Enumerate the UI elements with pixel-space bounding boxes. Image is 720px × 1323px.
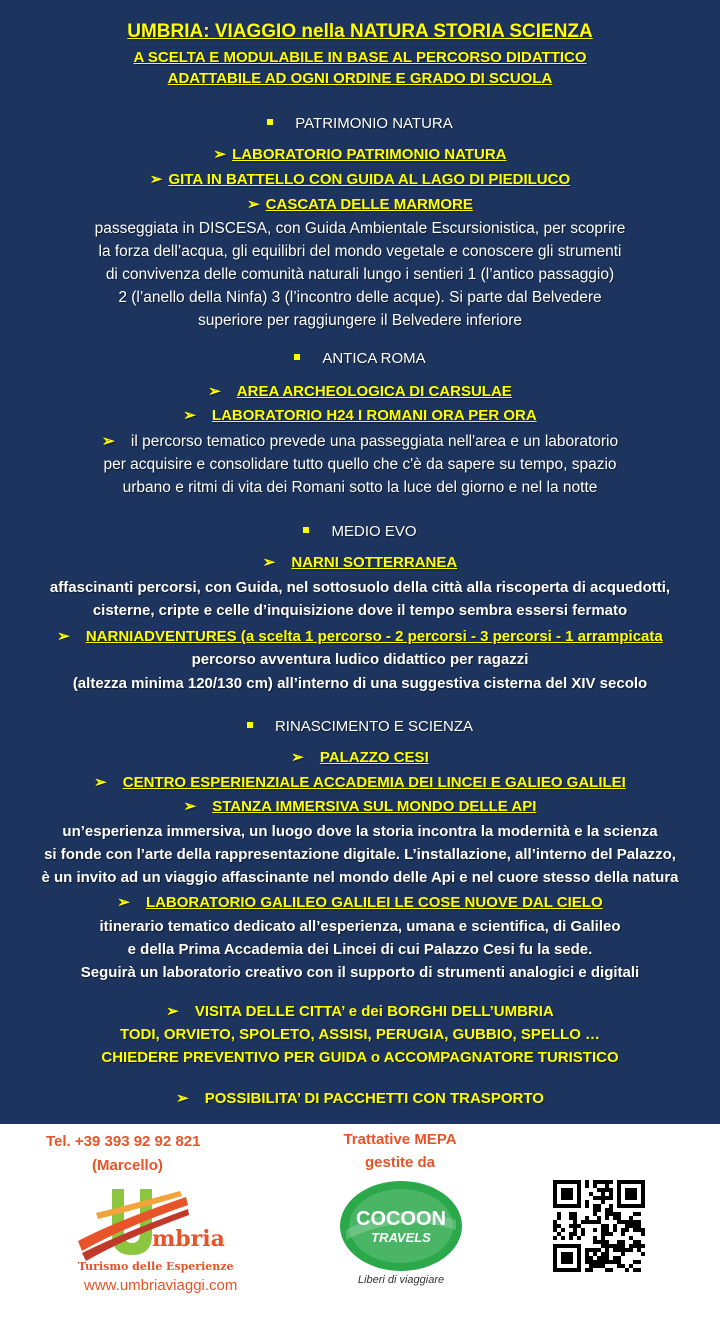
list-item: ➢ AREA ARCHEOLOGICA DI CARSULAE [208, 383, 512, 400]
list-item: ➢ LABORATORIO GALILEO GALILEI LE COSE NUOVE DAL CIELO [117, 894, 603, 911]
list-item: ➢ CENTRO ESPERIENZIALE ACCADEMIA DEI LINCEI E GALIEO GALILEI [94, 774, 626, 791]
list-item: ➢ STANZA IMMERSIVA SUL MONDO DELLE API [183, 798, 537, 815]
square-bullet-icon [294, 354, 300, 360]
arrow-bullet-icon: ➢ [213, 146, 227, 163]
description-line: 2 (l’anello della Ninfa) 3 (l’incontro delle acque). Si parte dal Belvedere [118, 289, 602, 306]
section-heading-medioevo: MEDIO EVO [0, 522, 720, 542]
list-item: ➢ GITA IN BATTELLO CON GUIDA AL LAGO DI PIEDILUCO [149, 171, 571, 188]
arrow-bullet-icon: ➢ [247, 196, 260, 213]
subtitle-2: ADATTABILE AD OGNI ORDINE E GRADO DI SCUOLA [167, 70, 553, 87]
arrow-bullet-icon: ➢ [208, 383, 221, 400]
description-line: passeggiata in DISCESA, con Guida Ambientale Escursionistica, per scoprire [94, 220, 626, 237]
description-line: urbano e ritmi di vita dei Romani sotto la luce del giorno e nel la notte [122, 479, 598, 496]
arrow-bullet-icon: ➢ [166, 1003, 179, 1020]
arrow-bullet-icon: ➢ [149, 171, 163, 188]
arrow-bullet-icon: ➢ [117, 894, 130, 911]
mepa-label-2: gestite da [364, 1154, 436, 1171]
arrow-bullet-icon: ➢ [183, 798, 197, 815]
arrow-bullet-icon: ➢ [183, 407, 196, 424]
contact-name: (Marcello) [92, 1157, 163, 1174]
list-item: ➢ LABORATORIO PATRIMONIO NATURA [213, 146, 507, 163]
website-link[interactable]: www.umbriaviaggi.com [84, 1277, 238, 1294]
umbria-logo [76, 1183, 266, 1275]
qr-code-icon[interactable] [553, 1180, 645, 1272]
description-line: percorso avventura ludico didattico per ragazzi [191, 651, 529, 668]
cocoon-logo [338, 1180, 464, 1290]
description-line: è un invito ad un viaggio affascinante nel mondo delle Api e nel cuore stesso della natura [41, 869, 679, 886]
square-bullet-icon [303, 527, 309, 533]
description-line: superiore per raggiungere il Belvedere inferiore [198, 312, 522, 329]
arrow-bullet-icon: ➢ [291, 749, 304, 766]
description-line: ➢ il percorso tematico prevede una passeggiata nell'area e un laboratorio [101, 433, 619, 450]
mepa-label: Trattative MEPA [343, 1131, 457, 1148]
packages-item: ➢ POSSIBILITA’ DI PACCHETTI CON TRASPORTO [176, 1090, 544, 1107]
cocoon-name: COCOON [356, 1208, 446, 1230]
subtitle-1: A SCELTA E MODULABILE IN BASE AL PERCORSO DIDATTICO [133, 49, 587, 66]
logo-brand-text: mbria [152, 1226, 225, 1252]
list-item: ➢ PALAZZO CESI [291, 749, 429, 766]
cities-line: TODI, ORVIETO, SPOLETO, ASSISI, PERUGIA, GUBBIO, SPELLO … [119, 1026, 601, 1043]
description-line: si fonde con l’arte della rappresentazione digitale. L’installazione, all’interno del Palazzo, [44, 846, 676, 863]
section-heading-natura: PATRIMONIO NATURA [0, 114, 720, 134]
arrow-bullet-icon: ➢ [94, 774, 107, 791]
cocoon-travels: TRAVELS [371, 1230, 431, 1245]
visit-item: ➢ VISITA DELLE CITTA’ e dei BORGHI DELL’UMBRIA [166, 1003, 554, 1020]
page-title: UMBRIA: VIAGGIO nella NATURA STORIA SCIENZA [127, 21, 593, 42]
description-line: itinerario tematico dedicato all’esperienza, umana e scientifica, di Galileo [99, 918, 621, 935]
list-item: ➢ CASCATA DELLE MARMORE [247, 196, 473, 213]
arrow-bullet-icon: ➢ [101, 433, 115, 450]
section-heading-roma: ANTICA ROMA [0, 349, 720, 369]
description-line: Seguirà un laboratorio creativo con il supporto di strumenti analogici e digitali [80, 964, 640, 981]
description-line: (altezza minima 120/130 cm) all’interno di una suggestiva cisterna del XIV secolo [72, 675, 648, 692]
section-heading-rinascimento: RINASCIMENTO E SCIENZA [0, 717, 720, 737]
description-line: cisterne, cripte e celle d’inquisizione dove il tempo sembra essersi fermato [92, 602, 628, 619]
list-item: ➢ NARNIADVENTURES (a scelta 1 percorso - 2 percorsi - 3 percorsi - 1 arrampicata [57, 628, 663, 645]
arrow-bullet-icon: ➢ [262, 554, 276, 571]
description-line: un’esperienza immersiva, un luogo dove la storia incontra la modernità e la scienza [62, 823, 658, 840]
description-line: per acquisire e consolidare tutto quello che c'è da sapere su tempo, spazio [103, 456, 617, 473]
description-line: di convivenza delle comunità naturali lungo i sentieri 1 (l’antico passaggio) [105, 266, 615, 283]
list-item: ➢ LABORATORIO H24 I ROMANI ORA PER ORA [183, 407, 537, 424]
list-item: ➢ NARNI SOTTERRANEA [262, 554, 458, 571]
square-bullet-icon [267, 119, 273, 125]
arrow-bullet-icon: ➢ [176, 1090, 189, 1107]
logo-tagline: Turismo delle Esperienze [78, 1260, 234, 1273]
cocoon-tagline: Liberi di viaggiare [357, 1274, 445, 1286]
arrow-bullet-icon: ➢ [57, 628, 70, 645]
description-line: affascinanti percorsi, con Guida, nel sottosuolo della città alla riscoperta di acquedotti, [49, 579, 671, 596]
description-line: e della Prima Accademia dei Lincei di cui Palazzo Cesi fu la sede. [127, 941, 593, 958]
quote-request-line: CHIEDERE PREVENTIVO PER GUIDA o ACCOMPAGNATORE TURISTICO [101, 1049, 619, 1066]
square-bullet-icon [247, 722, 253, 728]
phone-number[interactable]: Tel. +39 393 92 92 821 [46, 1133, 201, 1150]
description-line: la forza dell’acqua, gli equilibri del mondo vegetale e conoscere gli strumenti [98, 243, 622, 260]
